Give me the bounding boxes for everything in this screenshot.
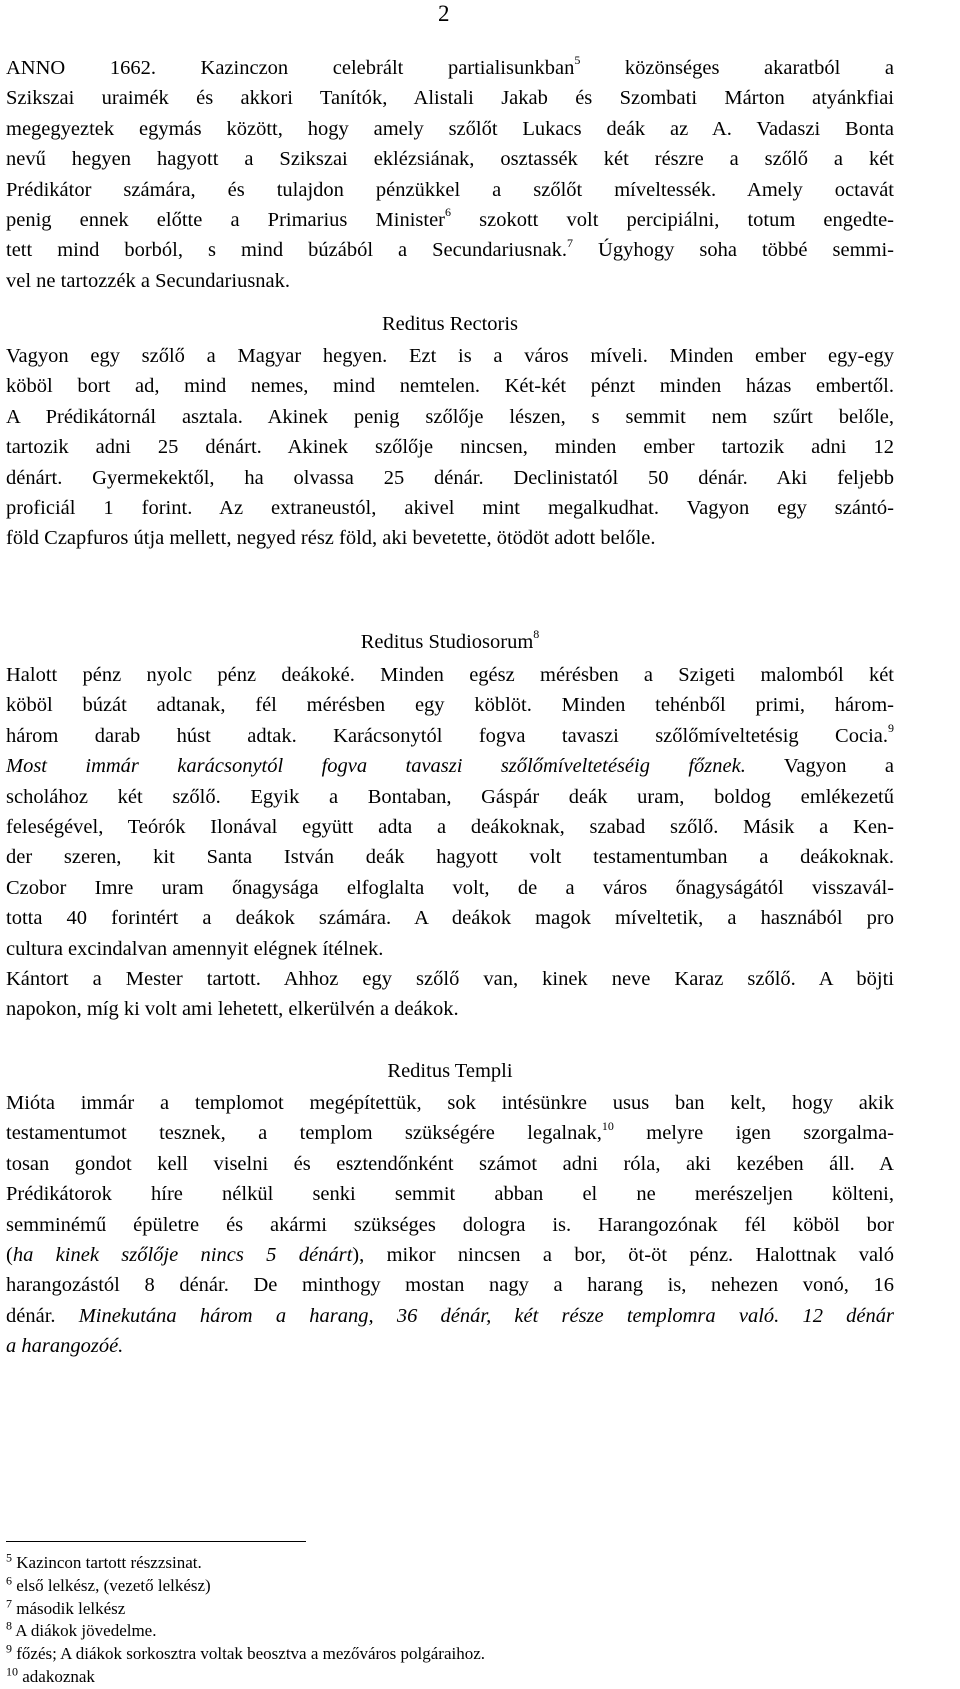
text-line: köböl bort ad, mind nemes, mind nemtelen. Két-két pénzt minden házas embertől. xyxy=(6,375,894,398)
text-line: föld Czapfuros útja mellett, negyed rész föld, aki bevetette, ötödöt adott belőle. xyxy=(6,527,656,550)
text-line: Czobor Imre uram őnagysága elfoglalta volt, de a város őnagyságától visszavál- xyxy=(6,876,894,899)
footnote-ref-9[interactable]: 9 xyxy=(888,720,894,735)
paragraph-studiosorum xyxy=(6,660,894,1025)
text-line: Vagyon egy szőlő a Magyar hegyen. Ezt is a város míveli. Minden ember egy-egy xyxy=(6,345,894,367)
text-line: Prédikátorok híre nélkül senki semmit abban el ne merészeljen költeni, xyxy=(6,1183,894,1206)
text-line: der szeren, kit Santa István deák hagyott volt testamentumban a deákoknak. xyxy=(6,846,894,869)
text-line: megegyeztek egymás között, hogy amely szőlőt Lukacs deák az A. Vadaszi Bonta xyxy=(6,117,894,140)
footnote-ref-8[interactable]: 8 xyxy=(533,627,540,642)
text-line: harangozástól 8 dénár. De minthogy mostan nagy a harang is, nehezen vonó, 16 xyxy=(6,1274,894,1297)
heading-reditus-templi: Reditus Templi xyxy=(387,1060,513,1082)
text-line: Halott pénz nyolc pénz deákoké. Minden egész mérésben a Szigeti malomból két xyxy=(6,664,894,686)
footnote-ref-7[interactable]: 7 xyxy=(567,235,574,250)
footnote-ref-10[interactable]: 10 xyxy=(601,1118,614,1133)
text-line: scholához két szőlő. Egyik a Bontaban, Gáspár deák uram, boldog emlékezetű xyxy=(6,785,894,808)
text-line: penig ennek előtte a Primarius Minister$^6$ szokott volt percipiálni, totum engedte- xyxy=(6,205,895,232)
footnote-6: $^6$ első lelkész, (vezető lelkész) xyxy=(6,1573,211,1595)
page-number: 2 xyxy=(438,1,450,26)
text-line: ANNO 1662. Kazinczon celebrált partialisunkban$^5$ közönséges akaratból a xyxy=(6,53,894,79)
text-line: (ha kinek szőlője nincs 5 dénárt), mikor nincsen a bor, öt-öt pénz. Halottnak való xyxy=(6,1244,895,1267)
footnote-8: $^8$ A diákok jövedelme. xyxy=(6,1618,157,1641)
text-line: Prédikátor számára, és tulajdon pénzükkel a szőlőt míveltessék. Amely octavát xyxy=(6,178,894,201)
text-line: proficiál 1 forint. Az extraneustól, akivel mint megalkudhat. Vagyon egy szántó- xyxy=(6,497,894,520)
text-line: három darab húst adtak. Karácsonytól fogva tavaszi szőlőmíveltetésig Cocia.$^9$ xyxy=(6,720,894,747)
text-line: feleségével, Teórók Ilonával együtt adta a deákoknak, szabad szőlő. Másik a Ken- xyxy=(6,816,894,839)
text-line: vel ne tartozzék a Secundariusnak. xyxy=(6,269,291,292)
text-line: nevű hegyen hagyott a Szikszai eklézsiának, osztassék két részre a szőlő a két xyxy=(6,148,894,171)
text-line: Most immár karácsonytól fogva tavaszi szőlőmíveltetéséig főznek. Vagyon a xyxy=(6,755,894,778)
text-line: Kántort a Mester tartott. Ahhoz egy szőlő van, kinek neve Karaz szőlő. A böjti xyxy=(6,968,894,991)
heading-reditus-rectoris: Reditus Rectoris xyxy=(381,313,519,335)
text-line: Szikszai uraimék és akkori Tanítók, Alistali Jakab és Szombati Márton atyánkfiai xyxy=(6,87,894,110)
text-line: dénár. Minekutána három a harang, 36 dénár, két része templomra való. 12 dénár xyxy=(6,1304,894,1327)
text-line: A Prédikátornál asztala. Akinek penig szőlője lészen, s semmit nem szűrt belőle, xyxy=(6,405,894,428)
heading-reditus-studiosorum: Reditus Studiosorum$^8$ xyxy=(360,627,540,653)
text-line: tett mind borból, s mind búzából a Secundariusnak.$^7$ Úgyhogy soha többé semmi- xyxy=(6,235,894,262)
footnote-ref-6[interactable]: 6 xyxy=(445,205,452,220)
text-line: a harangozóé. xyxy=(6,1335,124,1358)
text-line: tartozik adni 25 dénárt. Akinek szőlője nincsen, minden ember tartozik adni 12 xyxy=(6,436,894,459)
text-line: testamentumot tesznek, a templom szükségére legalnak,$^{10}$ melyre igen szorgalma- xyxy=(6,1118,894,1145)
text-line: semminémű épületre és akármi szükséges dologra is. Harangozónak fél köböl bor xyxy=(6,1213,894,1236)
text-line: Mióta immár a templomot megépítettük, sok intésünkre usus ban kelt, hogy akik xyxy=(6,1092,894,1114)
paragraph-anno-1662 xyxy=(6,53,894,296)
footnote-7: $^7$ második lelkész xyxy=(6,1595,126,1618)
text-line: tosan gondot kell viselni és esztendőnként számot adni róla, aki kezében áll. A xyxy=(6,1152,894,1175)
footnote-separator xyxy=(6,1541,306,1542)
text-line: dénárt. Gyermekektől, ha olvassa 25 dénár. Declinistatól 50 dénár. Aki feljebb xyxy=(6,466,894,489)
footnote-10: $^{10}$ adakoznak xyxy=(6,1664,95,1686)
text-line: totta 40 forintért a deákok számára. A deákok magok míveltetik, a hasznából pro xyxy=(6,907,894,930)
text-line: köböl búzát adtanak, fél mérésben egy köblöt. Minden tehénből primi, három- xyxy=(6,694,894,717)
footnotes xyxy=(6,1552,485,1689)
text-line: napokon, míg ki volt ami lehetett, elkerülvén a deákok. xyxy=(6,998,459,1021)
paragraph-templi xyxy=(6,1088,894,1362)
paragraph-rectoris xyxy=(6,341,894,554)
footnote-ref-5[interactable]: 5 xyxy=(574,53,581,68)
footnote-5: $^5$ Kazincon tartott részzsinat. xyxy=(6,1550,202,1572)
footnote-9: $^9$ főzés; A diákok sorkosztra voltak beosztva a mezőváros polgáraihoz. xyxy=(6,1641,486,1664)
text-line: cultura excindalvan amennyit elégnek ítélnek. xyxy=(6,937,384,960)
